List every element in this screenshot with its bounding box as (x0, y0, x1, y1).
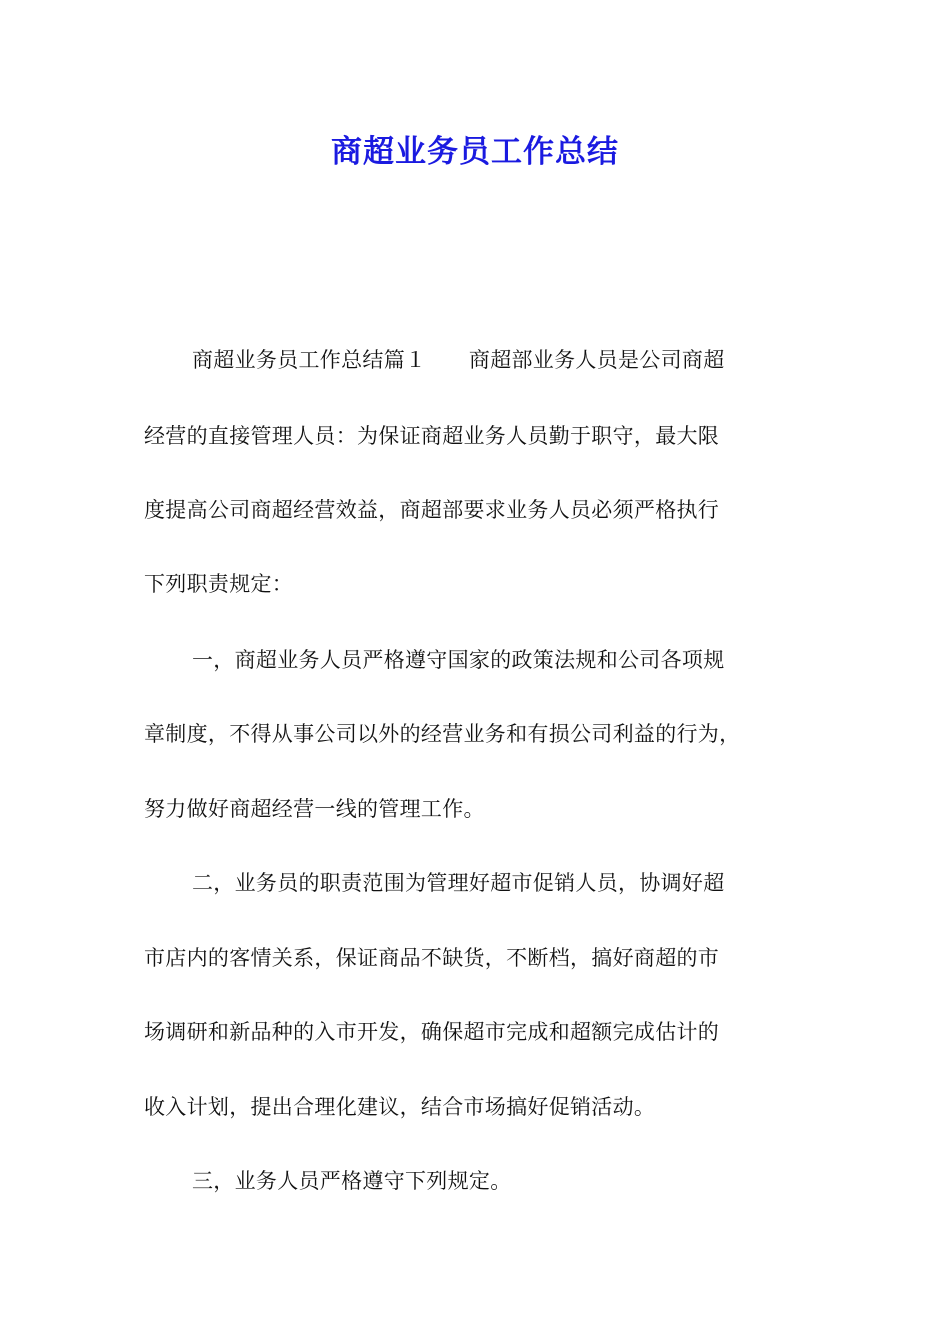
paragraph-1-line-3: 度提高公司商超经营效益，商超部要求业务人员必须严格执行 (144, 498, 720, 522)
paragraph-3-line-1: 二，业务员的职责范围为管理好超市促销人员，协调好超 (192, 871, 725, 895)
paragraph-3-line-4: 收入计划，提出合理化建议，结合市场搞好促销活动。 (144, 1095, 656, 1119)
paragraph-2-line-1: 一，商超业务人员严格遵守国家的政策法规和公司各项规 (192, 648, 725, 672)
paragraph-3-line-3: 场调研和新品种的入市开发，确保超市完成和超额完成估计的 (144, 1020, 720, 1044)
paragraph-1-line-2: 经营的直接管理人员：为保证商超业务人员勤于职守，最大限 (144, 424, 720, 448)
paragraph-3-line-2: 市店内的客情关系，保证商品不缺货，不断档，搞好商超的市 (144, 946, 720, 970)
document-title: 商超业务员工作总结 (331, 134, 619, 170)
paragraph-2-line-2: 章制度，不得从事公司以外的经营业务和有损公司利益的行为， (144, 722, 741, 746)
paragraph-1-line-4: 下列职责规定： (144, 572, 294, 596)
paragraph-2-line-3: 努力做好商超经营一线的管理工作。 (144, 797, 485, 821)
paragraph-1-line-1: 商超业务员工作总结篇１ 商超部业务人员是公司商超 (192, 348, 725, 372)
paragraph-4-line-1: 三，业务人员严格遵守下列规定。 (192, 1169, 512, 1193)
